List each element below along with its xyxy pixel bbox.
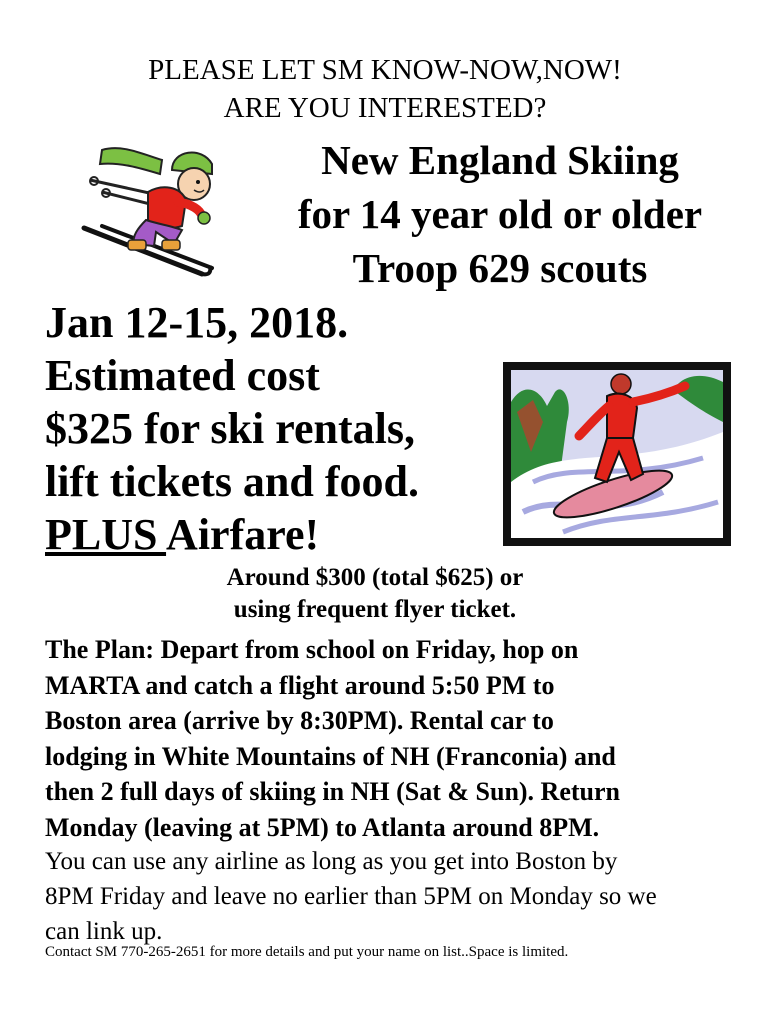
plus-word: PLUS [45,510,167,559]
note-line: 8PM Friday and leave no earlier than 5PM on Monday so we [45,883,657,910]
header-line-2: ARE YOU INTERESTED? [223,92,547,124]
note-line: You can use any airline as long as you get into Boston by [45,848,618,875]
contact-line: Contact SM 770-265-2651 for more details and put your name on list..Space is limited. [45,944,569,960]
plan-line: Boston area (arrive by 8:30PM). Rental car to [45,706,554,735]
snowboarder-clipart-icon [503,362,731,546]
cost-amount: $325 for ski rentals, [45,404,415,453]
plan-paragraph [45,632,745,845]
cost-includes: lift tickets and food. [45,457,419,506]
cost-label: Estimated cost [45,351,320,400]
header-line-1: PLEASE LET SM KNOW-NOW,NOW! [148,54,622,86]
plan-line: The Plan: Depart from school on Friday, hop on [45,635,579,664]
note-line: can link up. [45,918,163,945]
title-line-1: New England Skiing [321,137,679,183]
plan-line: lodging in White Mountains of NH (Franconia) and [45,741,616,771]
title-line-3: Troop 629 scouts [352,245,648,291]
airline-note-paragraph [45,844,755,949]
plus-airfare [45,508,319,561]
plan-line: MARTA and catch a flight around 5:50 PM to [45,670,555,700]
skier-clipart-icon [62,140,222,280]
airfare-note-line-2: using frequent flyer ticket. [233,596,517,623]
title-line-2: for 14 year old or older [297,191,703,237]
airfare-word: Airfare! [166,510,320,559]
plan-line: Monday (leaving at 5PM) to Atlanta around 8PM. [45,812,600,842]
airfare-note-line-1: Around $300 (total $625) or [226,564,524,591]
trip-dates: Jan 12-15, 2018. [45,298,349,347]
plan-line: then 2 full days of skiing in NH (Sat & Sun). Return [45,777,620,806]
